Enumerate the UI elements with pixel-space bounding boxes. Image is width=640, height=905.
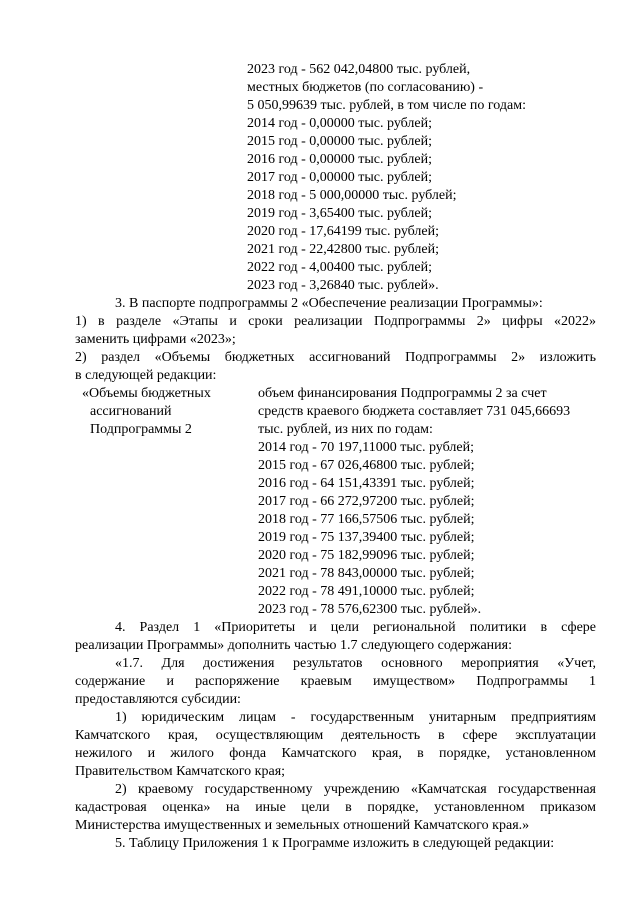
paragraph-3: 3. В паспорте подпрограммы 2 «Обеспечение реализации Программы»:	[115, 296, 543, 311]
section-1-7-line: содержание и распоряжение краевым имуществом» Подпрограммы 1	[75, 674, 596, 689]
funding-line: 2020 год - 17,64199 тыс. рублей;	[247, 224, 440, 239]
table-right-cell-line: 2018 год - 77 166,57506 тыс. рублей;	[258, 512, 475, 527]
table-right-cell-line: 2023 год - 78 576,62300 тыс. рублей».	[258, 602, 482, 617]
paragraph-3-2-line: в следующей редакции:	[75, 368, 217, 383]
paragraph-3-1-line: заменить цифрами «2023»;	[75, 332, 236, 347]
funding-line: 2019 год - 3,65400 тыс. рублей;	[247, 206, 433, 221]
subsidy-2-line: кадастровая оценка» на иные цели в порядке, установленном приказом	[75, 800, 596, 815]
funding-line: 2015 год - 0,00000 тыс. рублей;	[247, 134, 433, 149]
funding-line: 5 050,99639 тыс. рублей, в том числе по годам:	[247, 98, 526, 113]
funding-line: 2022 год - 4,00400 тыс. рублей;	[247, 260, 433, 275]
subsidy-2-line: 2) краевому государственному учреждению «Камчатская государственная	[115, 782, 596, 797]
subsidy-1-line: Камчатского края, осуществляющим деятельность в сфере эксплуатации	[75, 728, 596, 743]
table-right-cell-line: 2015 год - 67 026,46800 тыс. рублей;	[258, 458, 475, 473]
table-right-cell-line: средств краевого бюджета составляет 731 045,66693	[258, 404, 571, 419]
funding-line: 2018 год - 5 000,00000 тыс. рублей;	[247, 188, 457, 203]
funding-line: местных бюджетов (по согласованию) -	[247, 80, 484, 95]
subsidy-2-line: Министерства имущественных и земельных отношений Камчатского края.»	[75, 818, 530, 833]
funding-line: 2014 год - 0,00000 тыс. рублей;	[247, 116, 433, 131]
table-right-cell-line: тыс. рублей, из них по годам:	[258, 422, 433, 437]
table-right-cell-line: 2019 год - 75 137,39400 тыс. рублей;	[258, 530, 475, 545]
table-right-cell-line: объем финансирования Подпрограммы 2 за счет	[258, 386, 547, 401]
paragraph-4-line: реализации Программы» дополнить частью 1.7 следующего содержания:	[75, 638, 512, 653]
table-left-cell-line: ассигнований	[90, 404, 172, 419]
paragraph-3-1-line: 1) в разделе «Этапы и сроки реализации Подпрограммы 2» цифры «2022»	[75, 314, 596, 329]
section-1-7-line: предоставляются субсидии:	[75, 692, 241, 707]
table-right-cell-line: 2020 год - 75 182,99096 тыс. рублей;	[258, 548, 475, 563]
paragraph-5: 5. Таблицу Приложения 1 к Программе изложить в следующей редакции:	[115, 836, 555, 851]
subsidy-1-line: Правительством Камчатского края;	[75, 764, 286, 779]
table-right-cell-line: 2022 год - 78 491,10000 тыс. рублей;	[258, 584, 475, 599]
funding-line: 2016 год - 0,00000 тыс. рублей;	[247, 152, 433, 167]
funding-line: 2017 год - 0,00000 тыс. рублей;	[247, 170, 433, 185]
funding-line: 2021 год - 22,42800 тыс. рублей;	[247, 242, 440, 257]
table-left-cell-line: Подпрограммы 2	[90, 422, 192, 437]
section-1-7-line: «1.7. Для достижения результатов основного мероприятия «Учет,	[115, 656, 596, 671]
table-right-cell-line: 2021 год - 78 843,00000 тыс. рублей;	[258, 566, 475, 581]
funding-line: 2023 год - 562 042,04800 тыс. рублей,	[247, 62, 471, 77]
paragraph-3-2-line: 2) раздел «Объемы бюджетных ассигнований Подпрограммы 2» изложить	[75, 350, 596, 365]
table-left-cell-line: «Объемы бюджетных	[82, 386, 211, 401]
paragraph-4-line: 4. Раздел 1 «Приоритеты и цели региональной политики в сфере	[115, 620, 596, 635]
table-right-cell-line: 2014 год - 70 197,11000 тыс. рублей;	[258, 440, 474, 455]
table-right-cell-line: 2016 год - 64 151,43391 тыс. рублей;	[258, 476, 475, 491]
table-right-cell-line: 2017 год - 66 272,97200 тыс. рублей;	[258, 494, 475, 509]
subsidy-1-line: 1) юридическим лицам - государственным унитарным предприятиям	[115, 710, 596, 725]
funding-line: 2023 год - 3,26840 тыс. рублей».	[247, 278, 439, 293]
subsidy-1-line: нежилого и жилого фонда Камчатского края, в порядке, установленном	[75, 746, 596, 761]
